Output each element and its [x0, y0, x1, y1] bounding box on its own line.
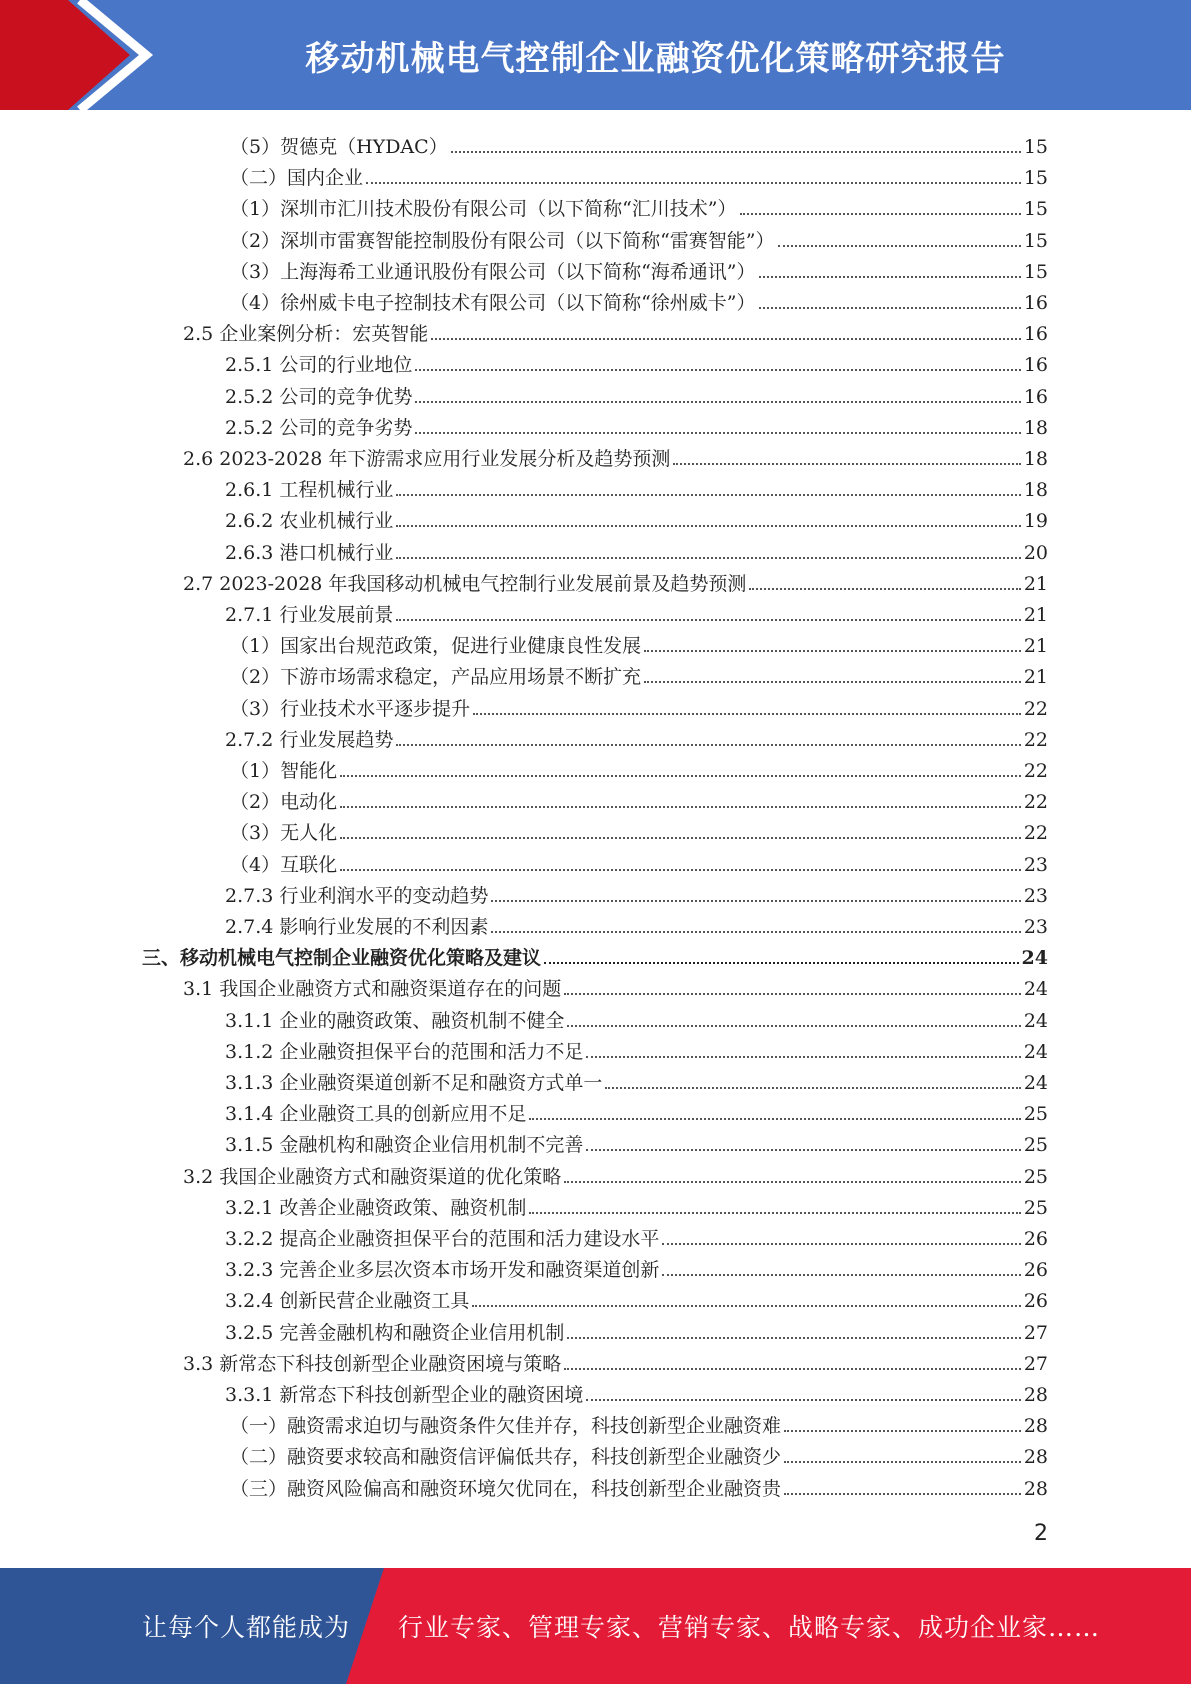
toc-entry-label: 2.6 2023-2028 年下游需求应用行业发展分析及趋势预测 [183, 448, 671, 470]
toc-dot-leader [586, 1149, 1020, 1151]
toc-entry-page: 16 [1023, 292, 1048, 314]
toc-dot-leader [586, 1056, 1020, 1058]
toc-dot-leader [778, 245, 1021, 247]
toc-entry[interactable] [230, 284, 1048, 315]
toc-dot-leader [564, 1368, 1021, 1370]
toc-entry-label: 三、移动机械电气控制企业融资优化策略及建议 [142, 947, 542, 970]
toc-entry[interactable] [230, 658, 1048, 689]
toc-entry-label: （2）电动化 [230, 791, 338, 814]
toc-entry-label: 3.1.1 企业的融资政策、融资机制不健全 [225, 1009, 565, 1032]
toc-entry[interactable] [183, 1345, 1048, 1376]
toc-entry-page: 22 [1023, 728, 1048, 751]
toc-entry-label: 3.2.4 创新民营企业融资工具 [225, 1290, 470, 1313]
toc-entry[interactable] [183, 1158, 1048, 1189]
toc-entry-label: 3.3 新常态下科技创新型企业融资困境与策略 [183, 1352, 562, 1375]
toc-entry-label: 2.7.4 影响行业发展的不利因素 [225, 916, 489, 938]
toc-dot-leader [451, 151, 1021, 153]
toc-entry-label: 2.6.2 农业机械行业 [225, 510, 394, 533]
toc-entry-label: 3.1.3 企业融资渠道创新不足和融资方式单一 [225, 1072, 603, 1094]
toc-entry[interactable] [225, 1314, 1048, 1345]
footer-slogan-right: 行业专家、管理专家、营销专家、战略专家、成功企业家…… [398, 1613, 1101, 1642]
toc-entry-label: 3.2.3 完善企业多层次资本市场开发和融资渠道创新 [225, 1259, 660, 1282]
toc-dot-leader [605, 1087, 1020, 1089]
toc-entry-page: 25 [1023, 1196, 1048, 1219]
toc-entry-label: 3.2.5 完善金融机构和融资企业信用机制 [225, 1321, 565, 1344]
toc-dot-leader [529, 1212, 1020, 1214]
toc-entry-label: （2）深圳市雷赛智能控制股份有限公司（以下简称“雷赛智能”） [230, 229, 775, 252]
toc-entry[interactable] [183, 440, 1048, 471]
toc-entry-label: （1）智能化 [230, 760, 338, 782]
toc-entry-page: 18 [1023, 479, 1048, 502]
arrow-decoration-icon [0, 0, 160, 110]
toc-dot-leader [784, 1430, 1021, 1432]
toc-dot-leader [396, 525, 1020, 527]
toc-entry[interactable] [225, 596, 1048, 627]
toc-entry-page: 26 [1023, 1290, 1048, 1313]
toc-entry-page: 21 [1023, 666, 1048, 689]
toc-entry-label: 3.1 我国企业融资方式和融资渠道存在的问题 [183, 978, 562, 1001]
toc-entry-label: 2.7 2023-2028 年我国移动机械电气控制行业发展前景及趋势预测 [183, 572, 747, 595]
toc-dot-leader [340, 806, 1021, 808]
toc-entry-page: 22 [1023, 791, 1048, 814]
toc-entry-page: 23 [1023, 853, 1048, 876]
toc-entry-page: 25 [1023, 1103, 1048, 1126]
toc-entry-label: 3.1.5 金融机构和融资企业信用机制不完善 [225, 1134, 584, 1157]
toc-entry[interactable] [225, 908, 1048, 939]
toc-entry-page: 18 [1023, 416, 1048, 439]
toc-dot-leader [529, 1118, 1020, 1120]
toc-dot-leader [340, 775, 1021, 777]
toc-dot-leader [784, 1493, 1021, 1495]
toc-entry[interactable] [230, 253, 1048, 284]
toc-entry-label: 2.5 企业案例分析：宏英智能 [183, 323, 429, 346]
toc-entry-label: （3）行业技术水平逐步提升 [230, 697, 471, 720]
toc-entry-page: 18 [1023, 448, 1048, 470]
toc-dot-leader [491, 931, 1020, 933]
toc-entry-label: 3.1.2 企业融资担保平台的范围和活力不足 [225, 1040, 584, 1063]
toc-entry-label: 2.6.3 港口机械行业 [225, 541, 394, 564]
toc-dot-leader [366, 182, 1021, 184]
toc-entry[interactable] [230, 690, 1048, 721]
toc-entry[interactable] [225, 1126, 1048, 1157]
toc-entry[interactable] [225, 1220, 1048, 1251]
toc-entry-page: 16 [1023, 385, 1048, 408]
toc-dot-leader [749, 588, 1020, 590]
toc-entry[interactable] [225, 378, 1048, 409]
toc-entry-page: 28 [1023, 1446, 1048, 1469]
toc-dot-leader [662, 1243, 1020, 1245]
toc-dot-leader [564, 1181, 1021, 1183]
toc-entry[interactable] [183, 565, 1048, 596]
toc-entry[interactable] [230, 190, 1048, 221]
toc-entry-label: 2.5.2 公司的竞争优势 [225, 385, 413, 408]
toc-entry-page: 15 [1023, 198, 1048, 221]
toc-entry[interactable] [230, 1470, 1048, 1501]
toc-dot-leader [759, 276, 1021, 278]
toc-entry[interactable] [225, 1376, 1048, 1407]
toc-dot-leader [396, 744, 1020, 746]
toc-entry-page: 27 [1023, 1321, 1048, 1344]
toc-entry[interactable] [183, 970, 1048, 1001]
toc-entry-page: 24 [1021, 947, 1048, 970]
toc-entry[interactable] [225, 877, 1048, 908]
toc-entry-label: （三）融资风险偏高和融资环境欠优同在，科技创新型企业融资贵 [230, 1477, 782, 1500]
toc-entry-page: 25 [1023, 1165, 1048, 1188]
toc-dot-leader [644, 681, 1021, 683]
toc-entry[interactable] [225, 409, 1048, 440]
toc-dot-leader [784, 1461, 1021, 1463]
toc-entry-page: 24 [1023, 1072, 1048, 1094]
toc-entry[interactable] [142, 939, 1048, 970]
toc-entry-page: 26 [1023, 1259, 1048, 1282]
toc-entry[interactable] [230, 1407, 1048, 1438]
toc-entry[interactable] [225, 1095, 1048, 1126]
toc-entry-page: 22 [1023, 760, 1048, 782]
toc-entry-label: （2）下游市场需求稳定，产品应用场景不断扩充 [230, 666, 642, 689]
toc-entry-label: 3.2.1 改善企业融资政策、融资机制 [225, 1196, 527, 1219]
toc-entry-label: （一）融资需求迫切与融资条件欠佳并存，科技创新型企业融资难 [230, 1415, 782, 1438]
page-number: 2 [1034, 1521, 1048, 1546]
toc-dot-leader [673, 463, 1020, 465]
toc-entry[interactable] [225, 1002, 1048, 1033]
toc-dot-leader [415, 369, 1020, 371]
toc-entry[interactable] [230, 752, 1048, 783]
toc-dot-leader [340, 837, 1021, 839]
toc-entry-page: 24 [1023, 978, 1048, 1001]
toc-entry[interactable] [225, 346, 1048, 377]
toc-entry-page: 22 [1023, 822, 1048, 845]
toc-entry-page: 20 [1023, 541, 1048, 564]
toc-dot-leader [340, 869, 1021, 871]
toc-entry-label: 2.5.2 公司的竞争劣势 [225, 416, 413, 439]
footer-banner [0, 1568, 1191, 1684]
toc-entry-page: 15 [1023, 229, 1048, 252]
toc-entry-label: （3）上海海希工业通讯股份有限公司（以下简称“海希通讯”） [230, 260, 756, 283]
toc-dot-leader [740, 213, 1021, 215]
toc-entry-page: 19 [1023, 510, 1048, 533]
report-header [0, 0, 1191, 110]
toc-dot-leader [644, 650, 1021, 652]
toc-entry[interactable] [225, 1282, 1048, 1313]
toc-entry-label: （4）徐州威卡电子控制技术有限公司（以下简称“徐州威卡”） [230, 292, 756, 314]
toc-entry-label: 2.7.3 行业利润水平的变动趋势 [225, 884, 489, 907]
toc-entry-page: 24 [1023, 1009, 1048, 1032]
toc-dot-leader [396, 557, 1020, 559]
toc-entry[interactable] [225, 721, 1048, 752]
toc-entry-label: 3.3.1 新常态下科技创新型企业的融资困境 [225, 1384, 584, 1406]
toc-entry-label: 3.1.4 企业融资工具的创新应用不足 [225, 1103, 527, 1126]
toc-entry-label: 2.6.1 工程机械行业 [225, 479, 394, 502]
toc-entry[interactable] [225, 1064, 1048, 1095]
toc-dot-leader [544, 962, 1019, 964]
toc-entry[interactable] [183, 315, 1048, 346]
toc-entry-page: 24 [1023, 1040, 1048, 1063]
toc-entry[interactable] [230, 783, 1048, 814]
toc-entry-page: 28 [1023, 1415, 1048, 1438]
toc-entry-page: 16 [1023, 323, 1048, 346]
toc-entry-page: 15 [1023, 136, 1048, 158]
toc-entry-label: （1）国家出台规范政策，促进行业健康良性发展 [230, 635, 642, 658]
toc-entry-label: 3.2.2 提高企业融资担保平台的范围和活力建设水平 [225, 1228, 660, 1250]
toc-entry-label: （4）互联化 [230, 853, 338, 876]
toc-dot-leader [567, 1337, 1020, 1339]
toc-entry-label: 2.7.2 行业发展趋势 [225, 728, 394, 751]
toc-dot-leader [473, 713, 1021, 715]
toc-entry[interactable] [225, 1189, 1048, 1220]
toc-entry-label: 3.2 我国企业融资方式和融资渠道的优化策略 [183, 1165, 562, 1188]
toc-entry[interactable] [230, 814, 1048, 845]
toc-dot-leader [431, 338, 1021, 340]
toc-entry[interactable] [230, 846, 1048, 877]
toc-dot-leader [415, 432, 1020, 434]
toc-entry[interactable] [230, 222, 1048, 253]
toc-entry-label: （二）融资要求较高和融资信评偏低共存，科技创新型企业融资少 [230, 1446, 782, 1469]
toc-dot-leader [759, 307, 1021, 309]
toc-dot-leader [586, 1399, 1020, 1401]
toc-entry-page: 15 [1023, 167, 1048, 190]
toc-dot-leader [662, 1274, 1020, 1276]
toc-entry-page: 21 [1023, 604, 1048, 626]
toc-entry-page: 22 [1023, 697, 1048, 720]
toc-dot-leader [396, 619, 1020, 621]
toc-entry-label: （3）无人化 [230, 822, 338, 845]
report-title: 移动机械电气控制企业融资优化策略研究报告 [305, 38, 1006, 79]
toc-entry[interactable] [230, 128, 1048, 159]
toc-entry-page: 23 [1023, 916, 1048, 938]
toc-entry[interactable] [230, 1438, 1048, 1469]
toc-entry-label: 2.5.1 公司的行业地位 [225, 354, 413, 377]
toc-entry-page: 21 [1023, 635, 1048, 658]
toc-dot-leader [491, 900, 1020, 902]
toc-entry-page: 23 [1023, 884, 1048, 907]
toc-dot-leader [564, 993, 1021, 995]
toc-entry-label: （5）贺德克（HYDAC） [230, 136, 448, 158]
toc-entry-page: 25 [1023, 1134, 1048, 1157]
toc-entry-label: （二）国内企业 [230, 167, 364, 190]
toc-entry-label: （1）深圳市汇川技术股份有限公司（以下简称“汇川技术”） [230, 198, 737, 221]
toc-entry-page: 15 [1023, 260, 1048, 283]
toc-entry-page: 28 [1023, 1384, 1048, 1406]
toc-dot-leader [472, 1305, 1020, 1307]
footer-slogan-left: 让每个人都能成为 [142, 1613, 351, 1642]
toc-entry[interactable] [225, 1251, 1048, 1282]
toc-entry-page: 27 [1023, 1352, 1048, 1375]
toc-dot-leader [415, 401, 1020, 403]
toc-entry[interactable] [225, 534, 1048, 565]
toc-entry-page: 28 [1023, 1477, 1048, 1500]
toc-entry[interactable] [225, 1033, 1048, 1064]
toc-entry[interactable] [225, 502, 1048, 533]
toc-entry-page: 21 [1023, 572, 1048, 595]
toc-entry[interactable] [230, 159, 1048, 190]
toc-entry-page: 16 [1023, 354, 1048, 377]
toc-entry[interactable] [225, 471, 1048, 502]
toc-dot-leader [396, 494, 1020, 496]
toc-entry-page: 26 [1023, 1228, 1048, 1250]
toc-entry[interactable] [230, 627, 1048, 658]
toc-dot-leader [567, 1025, 1020, 1027]
toc-entry-label: 2.7.1 行业发展前景 [225, 604, 394, 626]
